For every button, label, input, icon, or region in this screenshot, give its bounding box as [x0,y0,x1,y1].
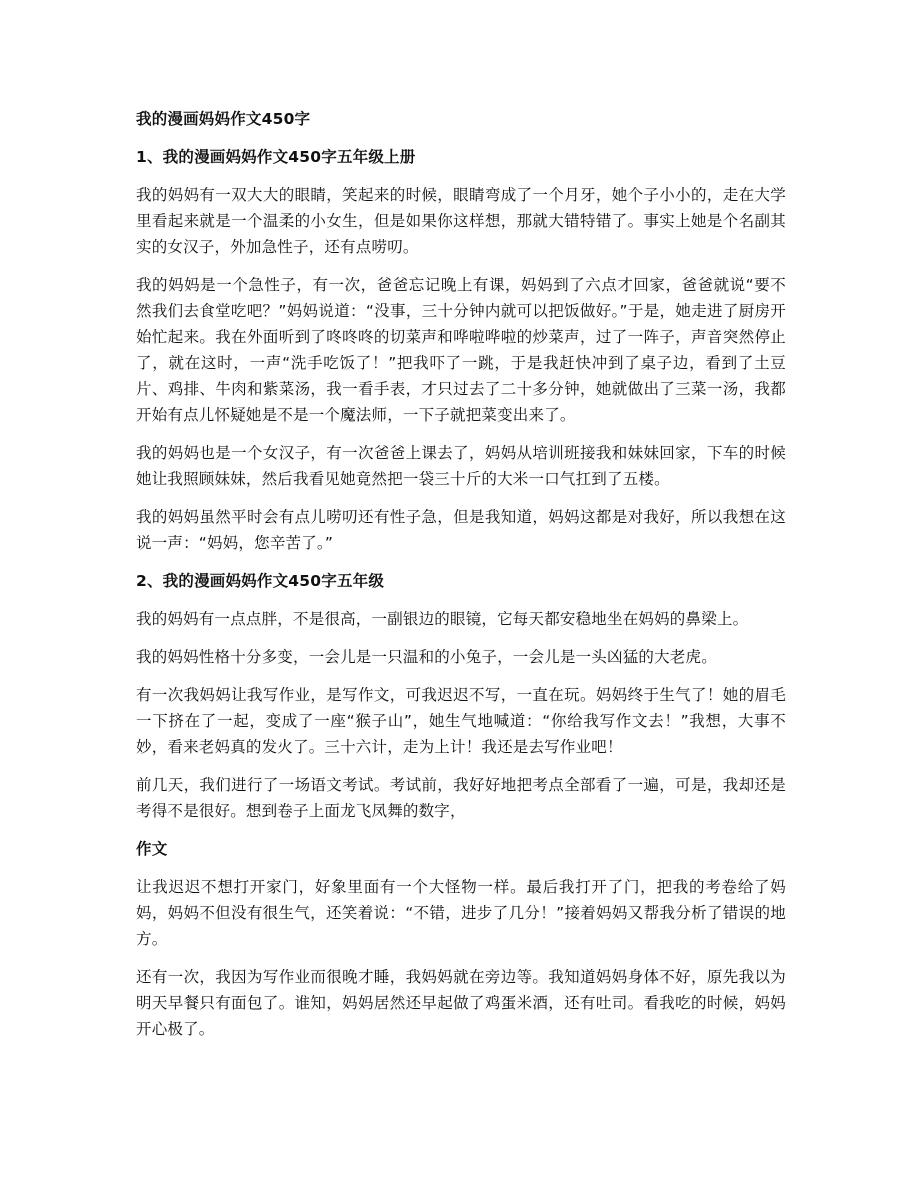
section-2-paragraph-1: 我的妈妈有一点点胖，不是很高，一副银边的眼镜，它每天都安稳地坐在妈妈的鼻梁上。 [136,610,749,628]
section-2-paragraph-3: 有一次我妈妈让我写作业，是写作文，可我迟迟不写，一直在玩。妈妈终于生气了！她的眉毛一下挤在了一起，变成了一座“猴子山”，她生气地喊道：“你给我写作文去！”我想，大事不妙，看来老妈真的发火了。三十六计，走为上计！我还是去写作业吧！ [136,686,786,756]
section-2-paragraph-2: 我的妈妈性格十分多变，一会儿是一只温和的小兔子，一会儿是一头凶猛的大老虎。 [136,648,717,666]
document-title: 我的漫画妈妈作文450字 [136,110,311,128]
section-1-paragraph-1: 我的妈妈有一双大大的眼睛，笑起来的时候，眼睛弯成了一个月牙，她个子小小的，走在大学里看起来就是一个温柔的小女生，但是如果你这样想，那就大错特错了。事实上她是个名副其实的女汉子，外加急性子，还有点唠叨。 [136,186,786,256]
section-3-paragraph-2: 还有一次，我因为写作业而很晚才睡，我妈妈就在旁边等。我知道妈妈身体不好，原先我以为明天早餐只有面包了。谁知，妈妈居然还早起做了鸡蛋米酒，还有吐司。看我吃的时候，妈妈开心极了。 [136,968,786,1038]
section-1-paragraph-3: 我的妈妈也是一个女汉子，有一次爸爸上课去了，妈妈从培训班接我和妹妹回家，下车的时候她让我照顾妹妹，然后我看见她竟然把一袋三十斤的大米一口气扛到了五楼。 [136,444,786,488]
section-1-paragraph-2: 我的妈妈是一个急性子，有一次，爸爸忘记晚上有课，妈妈到了六点才回家，爸爸就说“要不然我们去食堂吃吧？”妈妈说道：“没事，三十分钟内就可以把饭做好。”于是，她走进了厨房开始忙起来。我在外面听到了咚咚咚的切菜声和哗啦哗啦的炒菜声，过了一阵子，声音突然停止了，就在这时，一声“洗手吃饭了！”把我吓了一跳，于是我赶快冲到了桌子边，看到了土豆片、鸡排、牛肉和紫菜汤，我一看手表，才只过去了二十多分钟，她就做出了三菜一汤，我都开始有点儿怀疑她是不是一个魔法师，一下子就把菜变出来了。 [136,276,786,424]
section-2-heading: 2、我的漫画妈妈作文450字五年级 [136,572,385,590]
section-1-heading: 1、我的漫画妈妈作文450字五年级上册 [136,148,416,166]
section-2-paragraph-4: 前几天，我们进行了一场语文考试。考试前，我好好地把考点全部看了一遍，可是，我却还是考得不是很好。想到卷子上面龙飞凤舞的数字， [136,776,786,820]
section-3-paragraph-1: 让我迟迟不想打开家门，好象里面有一个大怪物一样。最后我打开了门，把我的考卷给了妈妈，妈妈不但没有很生气，还笑着说：“不错，进步了几分！”接着妈妈又帮我分析了错误的地方。 [136,878,786,948]
essay-label: 作文 [136,840,168,858]
document-page [136,106,786,1054]
section-1-paragraph-4: 我的妈妈虽然平时会有点儿唠叨还有性子急，但是我知道，妈妈这都是对我好，所以我想在这说一声：“妈妈，您辛苦了。” [136,508,786,552]
